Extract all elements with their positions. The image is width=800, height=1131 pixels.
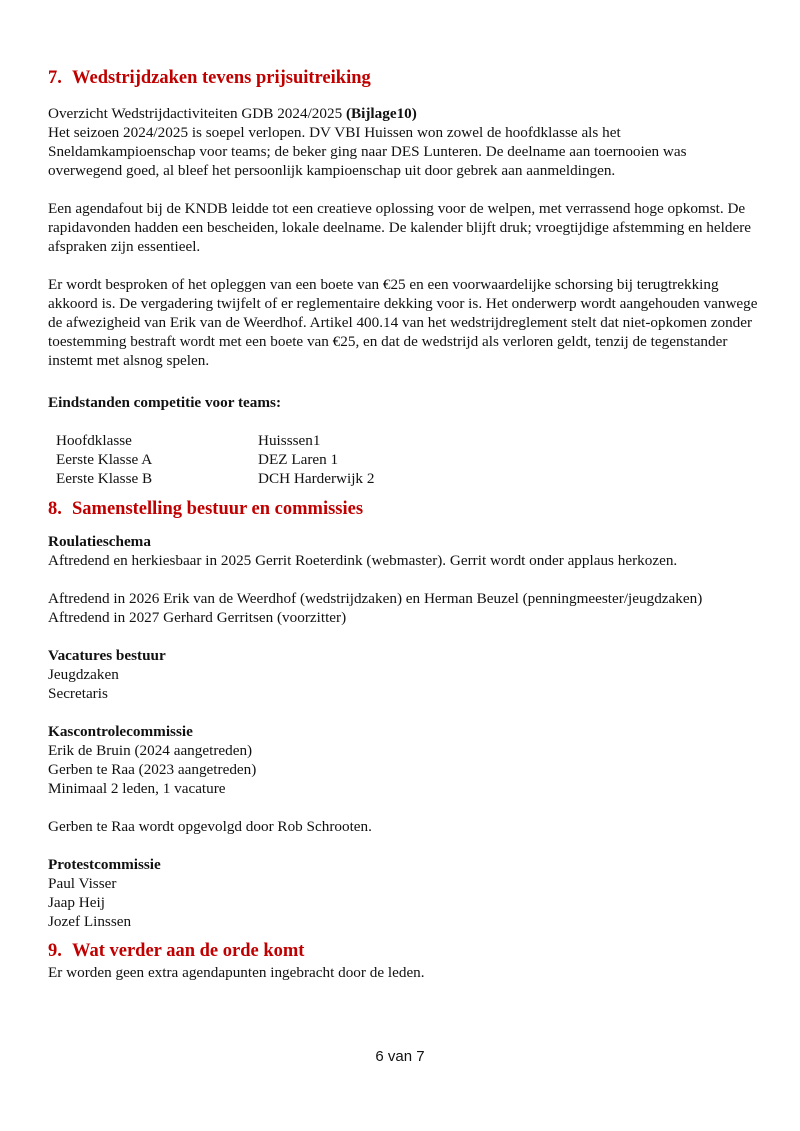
section-7-paragraph-2: Een agendafout bij de KNDB leidde tot een creatieve oplossing voor de welpen, met verrassend hoge opkomst. De rapidavonden hadden een bescheiden, lokale deelname. De kalender blijft druk; vroegtijdige afstemming en heldere afspraken zijn essentieel. <box>48 200 751 255</box>
standings-table <box>56 431 758 488</box>
audit-committee-item: Minimaal 2 leden, 1 vacature <box>48 780 226 797</box>
standings-row <box>56 450 758 469</box>
audit-committee-note: Gerben te Raa wordt opgevolgd door Rob Schrooten. <box>48 818 372 835</box>
vacancy-item: Secretaris <box>48 685 108 702</box>
section-7-title: Wedstrijdzaken tevens prijsuitreiking <box>72 68 371 88</box>
section-9-heading <box>48 939 758 963</box>
section-7-paragraph-3: Er wordt besproken of het opleggen van een boete van €25 en een voorwaardelijke schorsing bij terugtrekking akkoord is. De vergadering twijfelt of er reglementaire dekking voor is. Het onderwerp wordt aangehouden vanwege de afwezigheid van Erik van de Weerdhof. Artikel 400.14 van het wedstrijdreglement stelt dat niet-opkomen zonder toestemming bestraft wordt met een boete van €25, en dat de wedstrijd als verloren geldt, tenzij de tegenstander instemt met alsnog spelen. <box>48 276 758 369</box>
rotation-line: Aftredend en herkiesbaar in 2025 Gerrit Roeterdink (webmaster). Gerrit wordt onder applaus herkozen. <box>48 552 678 569</box>
standings-team: DCH Harderwijk 2 <box>258 470 375 487</box>
section-8-number: 8. <box>48 499 62 519</box>
overview-line <box>48 104 758 123</box>
page-number: 6 van 7 <box>375 1048 425 1065</box>
standings-row <box>56 469 758 488</box>
section-9-text: Er worden geen extra agendapunten ingebracht door de leden. <box>48 964 425 981</box>
audit-committee-item: Gerben te Raa (2023 aangetreden) <box>48 761 257 778</box>
standings-klasse: Eerste Klasse B <box>56 470 153 487</box>
protest-committee-member: Jozef Linssen <box>48 913 132 930</box>
vacancy-item: Jeugdzaken <box>48 666 119 683</box>
overview-text: Overzicht Wedstrijdactiviteiten GDB 2024/2025 <box>48 105 346 122</box>
protest-committee-heading: Protestcommissie <box>48 856 161 873</box>
rotation-heading: Roulatieschema <box>48 533 151 550</box>
section-7-heading <box>48 66 758 90</box>
overview-attachment: (Bijlage10) <box>345 105 417 122</box>
document-page <box>48 66 758 982</box>
section-9-title: Wat verder aan de orde komt <box>72 941 305 961</box>
section-8-title: Samenstelling bestuur en commissies <box>72 499 364 519</box>
standings-klasse: Hoofdklasse <box>56 432 132 449</box>
section-9-number: 9. <box>48 941 62 961</box>
standings-team: Huisssen1 <box>258 432 321 449</box>
standings-team: DEZ Laren 1 <box>258 451 339 468</box>
rotation-line: Aftredend in 2026 Erik van de Weerdhof (wedstrijdzaken) en Herman Beuzel (penningmeester/jeugdzaken) <box>48 590 703 607</box>
standings-heading: Eindstanden competitie voor teams: <box>48 394 282 411</box>
vacancies-heading: Vacatures bestuur <box>48 647 166 664</box>
audit-committee-item: Erik de Bruin (2024 aangetreden) <box>48 742 253 759</box>
rotation-line: Aftredend in 2027 Gerhard Gerritsen (voorzitter) <box>48 609 347 626</box>
standings-klasse: Eerste Klasse A <box>56 451 153 468</box>
standings-row <box>56 431 758 450</box>
protest-committee-member: Paul Visser <box>48 875 117 892</box>
protest-committee-member: Jaap Heij <box>48 894 105 911</box>
section-7-number: 7. <box>48 68 62 88</box>
section-8-heading <box>48 497 758 521</box>
section-7-paragraph-1: Het seizoen 2024/2025 is soepel verlopen. DV VBI Huissen won zowel de hoofdklasse als het Sneldamkampioenschap voor teams; de beker ging naar DES Lunteren. De deelname aan toernooien was overwegend goed, al bleef het persoonlijk kampioenschap uit door gebrek aan aanmeldingen. <box>48 124 687 179</box>
audit-committee-heading: Kascontrolecommissie <box>48 723 193 740</box>
